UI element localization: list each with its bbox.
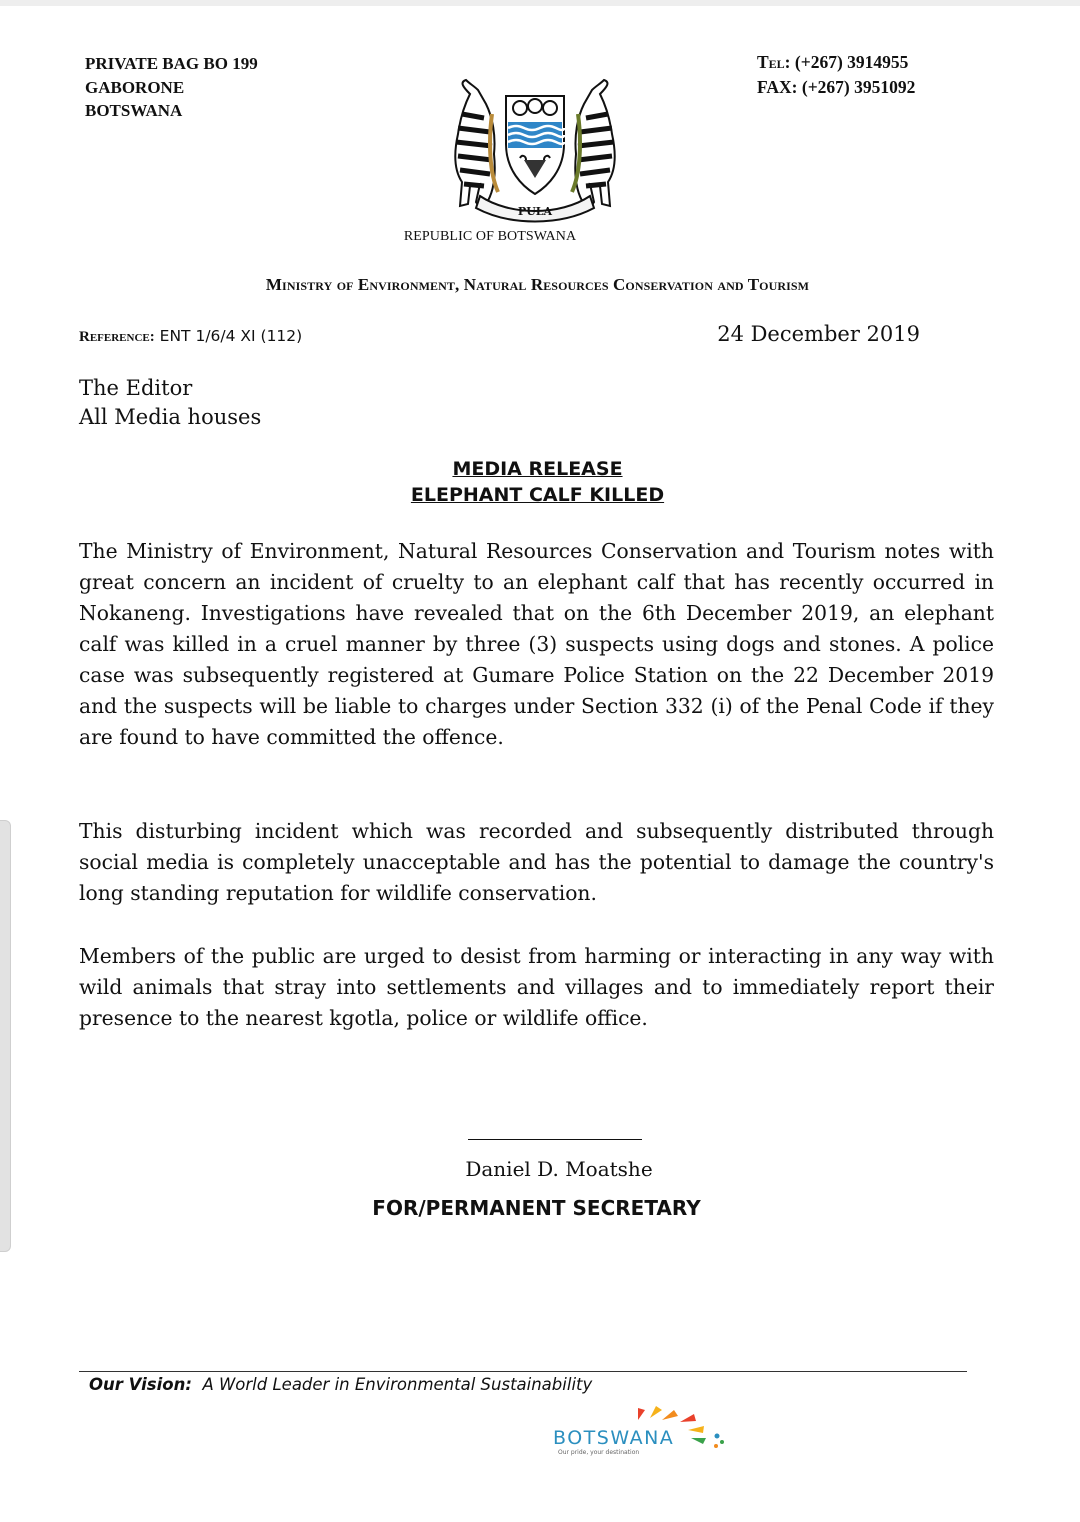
fax-value: (+267) 3951092 [801,77,916,97]
shield [506,96,564,194]
recipient-line: All Media houses [79,405,262,429]
footer-divider [79,1371,967,1372]
address-line: GABORONE [85,77,185,97]
body-paragraph: Members of the public are urged to desist from harming or interacting in any way with wild animals that stray into settlements and villages and to immediately report their presence to the nearest kgotla, police or wildlife office. [79,944,994,1030]
brand-wordmark: BOTSWANA [553,1427,675,1449]
postal-address [85,52,258,123]
reference [79,327,302,346]
reference-label: Reference: [79,329,155,345]
vision-statement [89,1375,592,1394]
fax-line [757,75,915,100]
headline-line: ELEPHANT CALF KILLED [410,484,665,506]
headline-line: MEDIA RELEASE [452,458,623,480]
tel-line [757,50,915,75]
address-line: BOTSWANA [85,101,183,120]
reference-value: ENT 1/6/4 XI (112) [159,327,303,345]
signer-name: Daniel D. Moatshe [465,1157,653,1181]
release-date: 24 December 2019 [717,322,920,346]
republic-label: REPUBLIC OF BOTSWANA [403,229,577,244]
signature-line [468,1139,642,1140]
recipient-block [79,374,261,432]
brand-tagline: Our pride, your destination [558,1449,640,1456]
vision-text: A World Leader in Environmental Sustainability [202,1375,593,1394]
recipient-line: The Editor [79,376,193,400]
top-edge [0,0,1080,6]
scroll-handle[interactable] [0,820,11,1252]
tel-label: Tel: [757,52,791,72]
ministry-heading: Ministry of Environment, Natural Resources Conservation and Tourism [265,275,810,294]
motto-text: PULA [517,205,553,218]
tel-value: (+267) 3914955 [794,52,909,72]
release-headline [0,456,1075,508]
signer-title: FOR/PERMANENT SECRETARY [372,1196,701,1220]
coat-of-arms-icon [440,74,630,224]
address-line: PRIVATE BAG BO 199 [85,54,258,73]
vision-label: Our Vision: [89,1375,192,1394]
contact-block [757,50,915,100]
body-paragraph: This disturbing incident which was recorded and subsequently distributed through social media is completely unacceptable and has the potential to damage the country's long standing reputation for wildlife conservation. [79,819,994,905]
fax-label: FAX: [757,77,798,97]
body-paragraph: The Ministry of Environment, Natural Resources Conservation and Tourism notes with great concern an incident of cruelty to an elephant calf that has recently occurred in Nokaneng. Investigations have revealed that on the 6th December 2019, an elephant calf was killed in a cruel manner by three (3) suspects using dogs and stones. A police case was subsequently registered at Gumare Police Station on the 22 December 2019 and the suspects will be liable to charges under Section 332 (i) of the Penal Code if they are found to have committed the offence. [79,539,994,749]
